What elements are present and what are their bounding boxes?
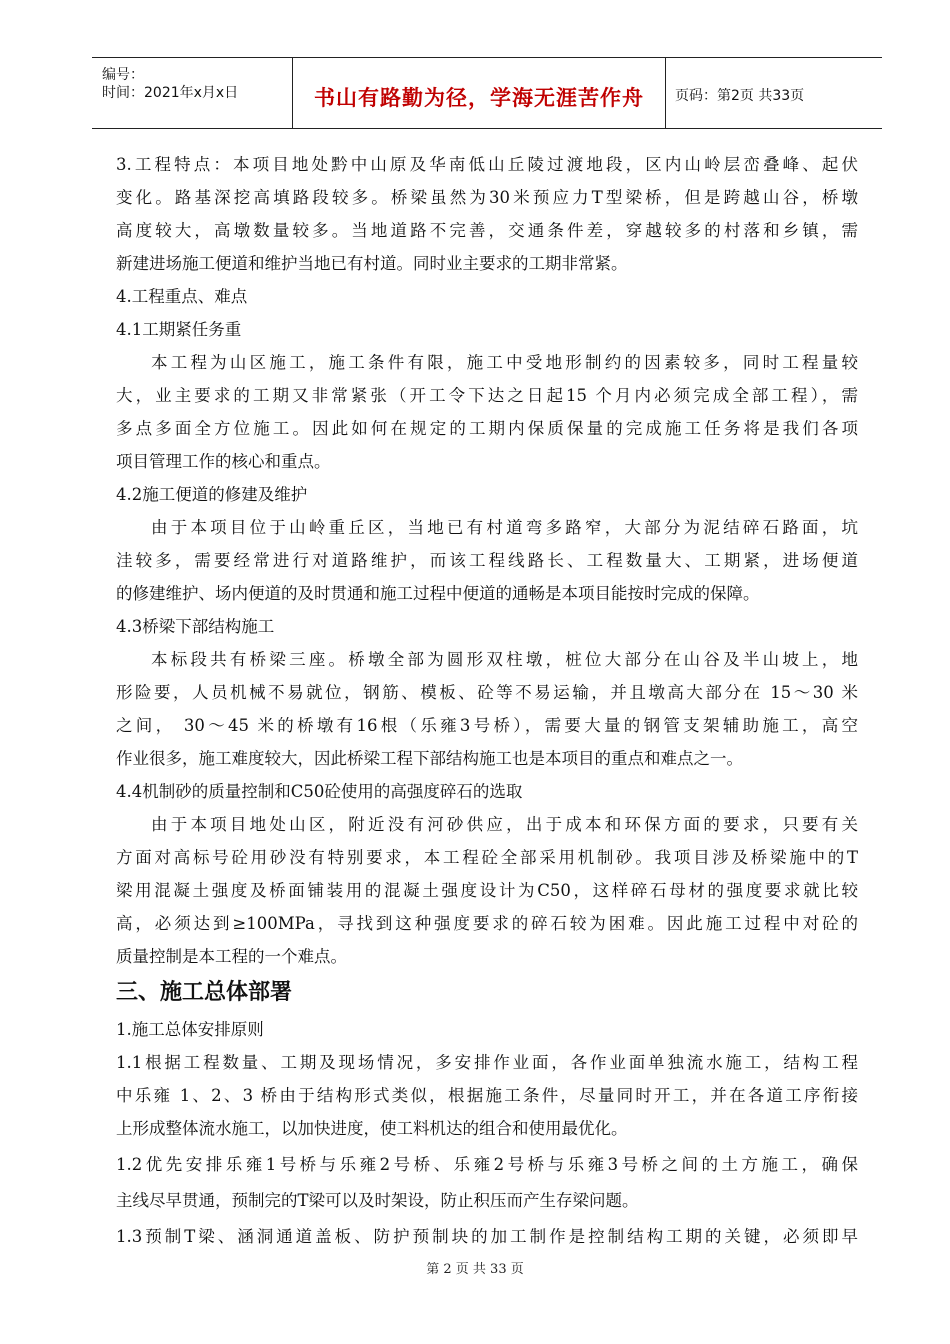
text-line: 的修建维护、场内便道的及时贯通和施工过程中便道的通畅是本项目能按时完成的保障。 <box>116 584 760 603</box>
text-line: 洼较多，需要经常进行对道路维护，而该工程线路长、工程数量大、工期紧，进场便道 <box>116 551 858 570</box>
text-line: 大，业主要求的工期又非常紧张（开工令下达之日起15 个月内必须完成全部工程），需 <box>116 386 858 405</box>
paragraph-4-1 <box>116 346 858 478</box>
text-line: 上形成整体流水施工，以加快进度，使工料机达的组合和使用最优化。 <box>116 1119 628 1138</box>
heading-4-2: 4.2施工便道的修建及维护 <box>116 485 308 504</box>
text-line: 之间， 30～45 米的桥墩有16根（乐雍3号桥），需要大量的钢管支架辅助施工，高空 <box>116 716 858 735</box>
text-line: 新建进场施工便道和维护当地已有村道。同时业主要求的工期非常紧。 <box>116 254 628 273</box>
heading-4-3: 4.3桥梁下部结构施工 <box>116 617 275 636</box>
heading-4-4: 4.4机制砂的质量控制和C50砼使用的高强度碎石的选取 <box>116 782 523 801</box>
text-line: 方面对高标号砼用砂没有特别要求，本工程砼全部采用机制砂。我项目涉及桥梁施中的T <box>116 848 858 867</box>
text-line: 项目管理工作的核心和重点。 <box>116 452 331 471</box>
text-line: 由于本项目地处山区，附近没有河砂供应，出于成本和环保方面的要求，只要有关 <box>151 815 858 834</box>
section-heading-3: 三、施工总体部署 <box>116 980 293 1005</box>
text-line: 中乐雍 1、2、3 桥由于结构形式类似，根据施工条件，尽量同时开工，并在各道工序衔接 <box>116 1086 858 1105</box>
text-line: 梁用混凝土强度及桥面铺装用的混凝土强度设计为C50，这样碎石母材的强度要求就比较 <box>116 881 858 900</box>
page-footer: 第 2 页 共 33 页 <box>426 1262 524 1277</box>
text-line: 1.3预制T梁、涵洞通道盖板、防护预制块的加工制作是控制结构工期的关键，必须即早 <box>116 1227 858 1246</box>
text-line: 主线尽早贯通，预制完的T梁可以及时架设，防止积压而产生存梁问题。 <box>116 1191 639 1210</box>
text-line: 作业很多，施工难度较大，因此桥梁工程下部结构施工也是本项目的重点和难点之一。 <box>116 749 743 768</box>
header-motto-cell <box>292 58 666 128</box>
text-line: 质量控制是本工程的一个难点。 <box>116 947 347 966</box>
text-line: 1.2优先安排乐雍1号桥与乐雍2号桥、乐雍2号桥与乐雍3号桥之间的土方施工，确保 <box>116 1155 858 1174</box>
heading-key-points: 4.工程重点、难点 <box>116 287 248 306</box>
text-line: 形险要，人员机械不易就位，钢筋、模板、砼等不易运输，并且墩高大部分在 15～30 米 <box>116 683 858 702</box>
document-number-label: 编号： <box>102 67 144 83</box>
heading-4-1: 4.1工期紧任务重 <box>116 320 242 339</box>
paragraph-4-2 <box>116 511 858 610</box>
document-time-label: 时间：2021年x月x日 <box>102 85 239 101</box>
header-motto: 书山有路勤为径，学海无涯苦作舟 <box>314 86 644 110</box>
text-line: 3.工程特点：本项目地处黔中山原及华南低山丘陵过渡地段，区内山岭层峦叠峰、起伏 <box>116 155 858 174</box>
paragraph-1-2 <box>116 1147 858 1219</box>
header-meta-cell <box>92 58 292 128</box>
text-line: 变化。路基深挖高填路段较多。桥梁虽然为30米预应力T型梁桥，但是跨越山谷，桥墩 <box>116 188 858 207</box>
heading-3-1: 1.施工总体安排原则 <box>116 1020 264 1039</box>
paragraph-4-4 <box>116 808 858 973</box>
text-line: 多点多面全方位施工。因此如何在规定的工期内保质保量的完成施工任务将是我们各项 <box>116 419 858 438</box>
header-page-cell <box>665 58 882 128</box>
header-page-label: 页码：第2页 共33页 <box>675 88 805 104</box>
text-line: 由于本项目位于山岭重丘区，当地已有村道弯多路窄，大部分为泥结碎石路面，坑 <box>151 518 858 537</box>
paragraph-engineering-features <box>116 148 858 280</box>
text-line: 高，必须达到≥100MPa，寻找到这种强度要求的碎石较为困难。因此施工过程中对砼的 <box>116 914 858 933</box>
page-header <box>92 57 882 129</box>
text-line: 本标段共有桥梁三座。桥墩全部为圆形双柱墩，桩位大部分在山谷及半山坡上，地 <box>151 650 858 669</box>
text-line: 本工程为山区施工，施工条件有限，施工中受地形制约的因素较多，同时工程量较 <box>151 353 858 372</box>
text-line: 1.1根据工程数量、工期及现场情况，多安排作业面，各作业面单独流水施工，结构工程 <box>116 1053 858 1072</box>
paragraph-1-1 <box>116 1046 858 1145</box>
text-line: 高度较大，高墩数量较多。当地道路不完善，交通条件差，穿越较多的村落和乡镇，需 <box>116 221 858 240</box>
paragraph-4-3 <box>116 643 858 775</box>
paragraph-1-3 <box>116 1219 858 1255</box>
document-body <box>116 148 858 1255</box>
